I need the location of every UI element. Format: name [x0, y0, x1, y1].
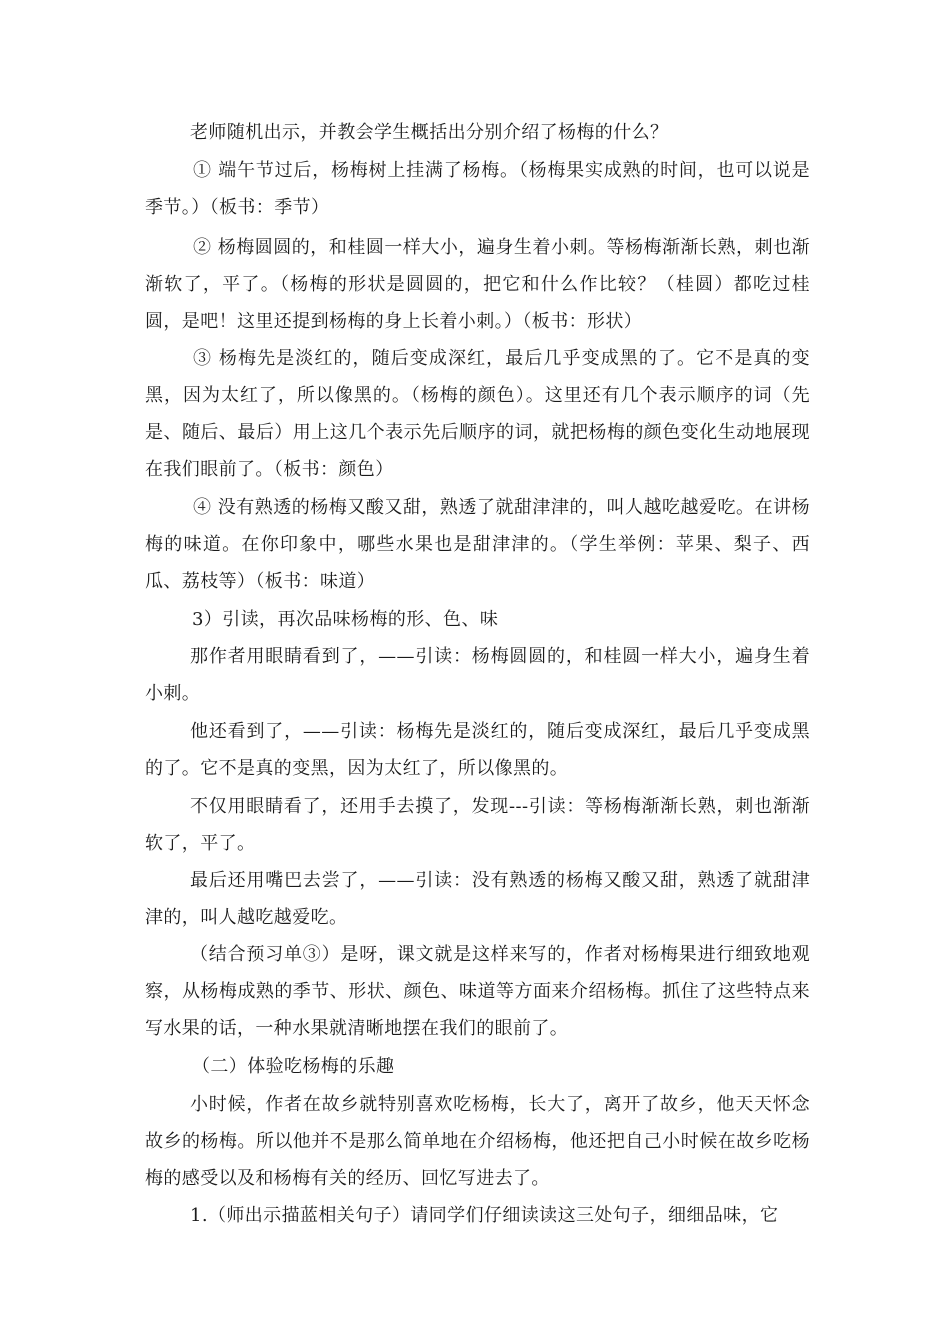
paragraph-taste-reading: 最后还用嘴巴去尝了，——引读：没有熟透的杨梅又酸又甜，熟透了就甜津津的，叫人越吃越爱吃。 — [145, 870, 810, 928]
paragraph-eyes-shape: 那作者用眼睛看到了，——引读：杨梅圆圆的，和桂圆一样大小，遍身生着小刺。 — [145, 646, 810, 704]
paragraph-activity-1: 1.（师出示描蓝相关句子）请同学们仔细读读这三处句子，细细品味，它 — [190, 1205, 779, 1226]
paragraph-summary: （结合预习单③）是呀，课文就是这样来写的，作者对杨梅果进行细致地观察，从杨梅成熟的季节、形状、颜色、味道等方面来介绍杨梅。抓住了这些特点来写水果的话，一种水果就清晰地摆在我们的眼前了。 — [145, 944, 810, 1039]
paragraph-taste: ④ 没有熟透的杨梅又酸又甜，熟透了就甜津津的，叫人越吃越爱吃。在讲杨梅的味道。在你印象中，哪些水果也是甜津津的。（学生举例：苹果、梨子、西瓜、荔枝等）（板书：味道） — [145, 497, 810, 592]
paragraph-shape: ② 杨梅圆圆的，和桂圆一样大小，遍身生着小刺。等杨梅渐渐长熟，刺也渐渐软了，平了。（杨梅的形状是圆圆的，把它和什么作比较？（桂圆）都吃过桂圆，是吧！这里还提到杨梅的身上长着小刺。）（板书：形状） — [145, 237, 810, 332]
paragraph-guided-reading-heading: 3）引读，再次品味杨梅的形、色、味 — [192, 609, 499, 630]
paragraph-color: ③ 杨梅先是淡红的，随后变成深红，最后几乎变成黑的了。它不是真的变黑，因为太红了，所以像黑的。（杨梅的颜色）。这里还有几个表示顺序的词（先是、随后、最后）用上这几个表示先后顺序的词，就把杨梅的颜色变化生动地展现在我们眼前了。（板书：颜色） — [145, 348, 810, 480]
paragraph-childhood: 小时候，作者在故乡就特别喜欢吃杨梅，长大了，离开了故乡，他天天怀念故乡的杨梅。所以他并不是那么简单地在介绍杨梅，他还把自己小时候在故乡吃杨梅的感受以及和杨梅有关的经历、回忆写进去了。 — [145, 1094, 810, 1189]
section-heading-two: （二）体验吃杨梅的乐趣 — [192, 1056, 395, 1077]
paragraph-season: ① 端午节过后，杨梅树上挂满了杨梅。（杨梅果实成熟的时间，也可以说是季节。）（板书：季节） — [145, 160, 810, 218]
paragraph-eyes-color: 他还看到了，——引读：杨梅先是淡红的，随后变成深红，最后几乎变成黑的了。它不是真的变黑，因为太红了，所以像黑的。 — [145, 721, 810, 779]
paragraph-touch: 不仅用眼睛看了，还用手去摸了，发现---引读：等杨梅渐渐长熟，刺也渐渐软了，平了。 — [145, 796, 810, 854]
paragraph-intro: 老师随机出示，并教会学生概括出分别介绍了杨梅的什么？ — [190, 122, 669, 143]
